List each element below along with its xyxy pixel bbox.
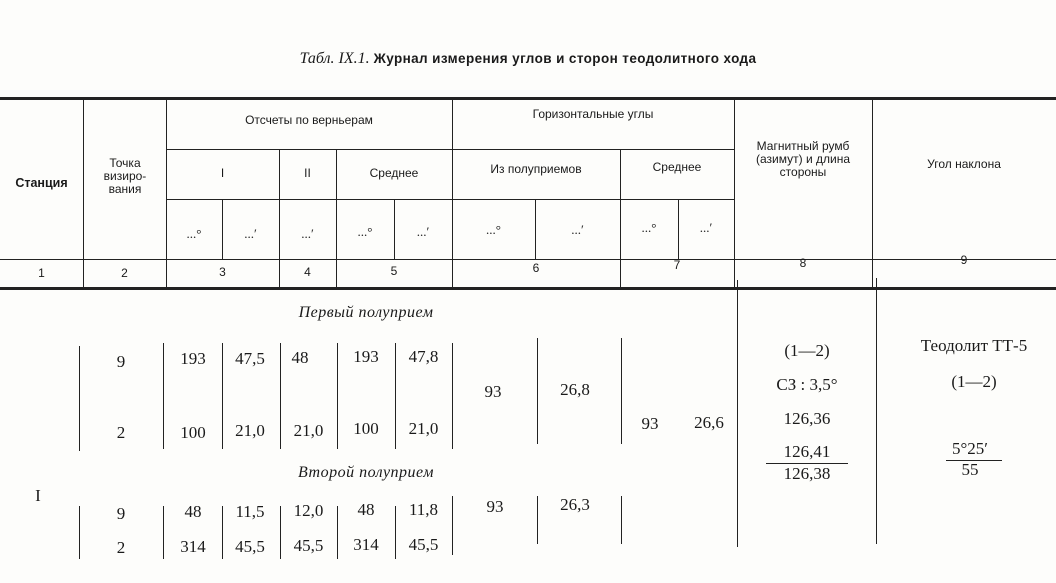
h1-r2-v1-min: 21,0 xyxy=(235,421,265,440)
header-sight-point: Точка визиро-вания xyxy=(103,156,147,196)
h2-r2-mean-min: 45,5 xyxy=(408,535,439,554)
header-inclination: Угол наклона xyxy=(927,157,1001,171)
header-vernier-2: II xyxy=(304,166,311,180)
h1-r1-v2-min: 48 xyxy=(291,348,309,367)
table-number: Табл. IX.1. xyxy=(299,50,370,67)
h2-r1-mean-deg: 48 xyxy=(357,500,375,519)
h1-r1-v1-deg: 193 xyxy=(180,349,206,368)
colnum-9: 9 xyxy=(960,253,968,267)
length-back: 126,41 xyxy=(783,442,831,461)
h2-r2-v1-min: 45,5 xyxy=(235,537,265,556)
rule-under-group-headers xyxy=(166,149,734,150)
h1-angle-min: 26,8 xyxy=(560,380,590,399)
mean-angle-deg: 93 xyxy=(641,414,659,433)
colnum-4: 4 xyxy=(304,265,311,279)
unit-deg-mean: ...° xyxy=(357,224,373,239)
unit-deg-v1: ...° xyxy=(186,226,202,241)
h1-r1-mean-deg: 193 xyxy=(353,347,379,366)
h1-r2-v1-deg: 100 xyxy=(180,423,206,442)
inclination-instrument: Теодолит ТТ-5 xyxy=(920,336,1028,355)
body-vline-a1 xyxy=(163,343,164,449)
h1-r2-point: 2 xyxy=(116,423,126,442)
table-caption: Журнал измерения углов и сторон теодолитного хода xyxy=(373,51,757,66)
body-vline-h1 xyxy=(621,338,622,444)
mean-angle-min: 26,6 xyxy=(694,413,724,432)
body-vline-left-1 xyxy=(79,346,80,451)
colnum-8: 8 xyxy=(799,256,807,270)
colnum-6: 6 xyxy=(532,261,540,275)
header-angle-mean: Среднее xyxy=(652,160,702,174)
header-vernier-mean: Среднее xyxy=(369,166,419,180)
h2-r1-point: 9 xyxy=(116,504,126,523)
unit-min-half: ...′ xyxy=(571,222,584,237)
colnum-7: 7 xyxy=(673,258,681,272)
header-vernier-readings: Отсчеты по верньерам xyxy=(245,113,373,127)
unit-min-mean: ...′ xyxy=(416,224,430,239)
half-set-1-label: Первый полуприем xyxy=(298,304,434,321)
h1-angle-deg: 93 xyxy=(484,382,502,401)
colnum-3: 3 xyxy=(219,265,226,279)
h1-r1-mean-min: 47,8 xyxy=(408,347,439,366)
h1-r1-point: 9 xyxy=(116,352,126,371)
bearing-side: (1—2) xyxy=(784,341,830,360)
header-bearing: Магнитный румб (азимут) и длина стороны xyxy=(756,139,850,179)
body-vline-g1 xyxy=(537,338,538,444)
table-title xyxy=(0,50,1056,68)
body-vline-h2 xyxy=(621,496,622,544)
unit-min-v2: ...′ xyxy=(301,226,314,241)
h2-r2-point: 2 xyxy=(116,538,126,557)
colnum-5: 5 xyxy=(390,264,398,278)
h2-r1-v1-deg: 48 xyxy=(184,502,202,521)
rule-under-subheaders xyxy=(166,199,734,200)
rule-below-column-numbers xyxy=(0,287,1056,290)
unit-min-v1: ...′ xyxy=(244,226,257,241)
body-vline-f1 xyxy=(452,343,453,449)
body-vline-a2 xyxy=(163,506,164,559)
h1-r2-v2-min: 21,0 xyxy=(293,421,324,440)
header-from-half-sets: Из полуприемов xyxy=(490,162,582,176)
header-station: Станция xyxy=(15,176,68,190)
body-vline-bearing-right xyxy=(876,278,877,544)
colnum-1: 1 xyxy=(38,266,45,280)
h2-angle-min: 26,3 xyxy=(560,495,590,514)
inclination-side: (1—2) xyxy=(951,372,997,391)
body-vline-bearing-left xyxy=(737,280,738,547)
body-vline-g2 xyxy=(537,496,538,544)
hdr-vline-7 xyxy=(452,99,453,287)
body-vline-f2 xyxy=(452,496,453,555)
h2-r1-v2-min: 12,0 xyxy=(293,501,324,520)
unit-deg-angle-mean: ...° xyxy=(641,220,657,235)
station-id: I xyxy=(35,486,41,505)
h2-r2-v1-deg: 314 xyxy=(180,537,206,556)
bearing-value: СЗ : 3,5° xyxy=(776,375,838,394)
h2-r2-v2-min: 45,5 xyxy=(293,536,324,555)
hdr-vline-1 xyxy=(83,99,84,287)
unit-deg-half: ...° xyxy=(486,222,501,237)
h1-r1-v1-min: 47,5 xyxy=(235,349,265,368)
h2-angle-deg: 93 xyxy=(486,497,504,516)
body-vline-left-2 xyxy=(79,506,80,559)
length-forward: 126,36 xyxy=(783,409,831,428)
half-set-2-label: Второй полуприем xyxy=(298,464,434,481)
colnum-2: 2 xyxy=(121,266,128,280)
hdr-vline-2 xyxy=(166,99,167,287)
h1-r2-mean-min: 21,0 xyxy=(408,419,439,438)
length-mean: 126,38 xyxy=(783,464,831,483)
header-vernier-1: I xyxy=(220,166,225,180)
h1-r2-mean-deg: 100 xyxy=(353,419,379,438)
unit-min-angle-mean: ...′ xyxy=(699,220,713,235)
inclination-angle: 5°25′ xyxy=(951,439,989,458)
h2-r2-mean-deg: 314 xyxy=(353,535,379,554)
h2-r1-v1-min: 11,5 xyxy=(235,502,265,521)
h2-r1-mean-min: 11,8 xyxy=(408,500,439,519)
header-horizontal-angles: Горизонтальные углы xyxy=(532,107,654,121)
top-rule xyxy=(0,97,1056,100)
inclination-angle-below: 55 xyxy=(961,460,979,479)
